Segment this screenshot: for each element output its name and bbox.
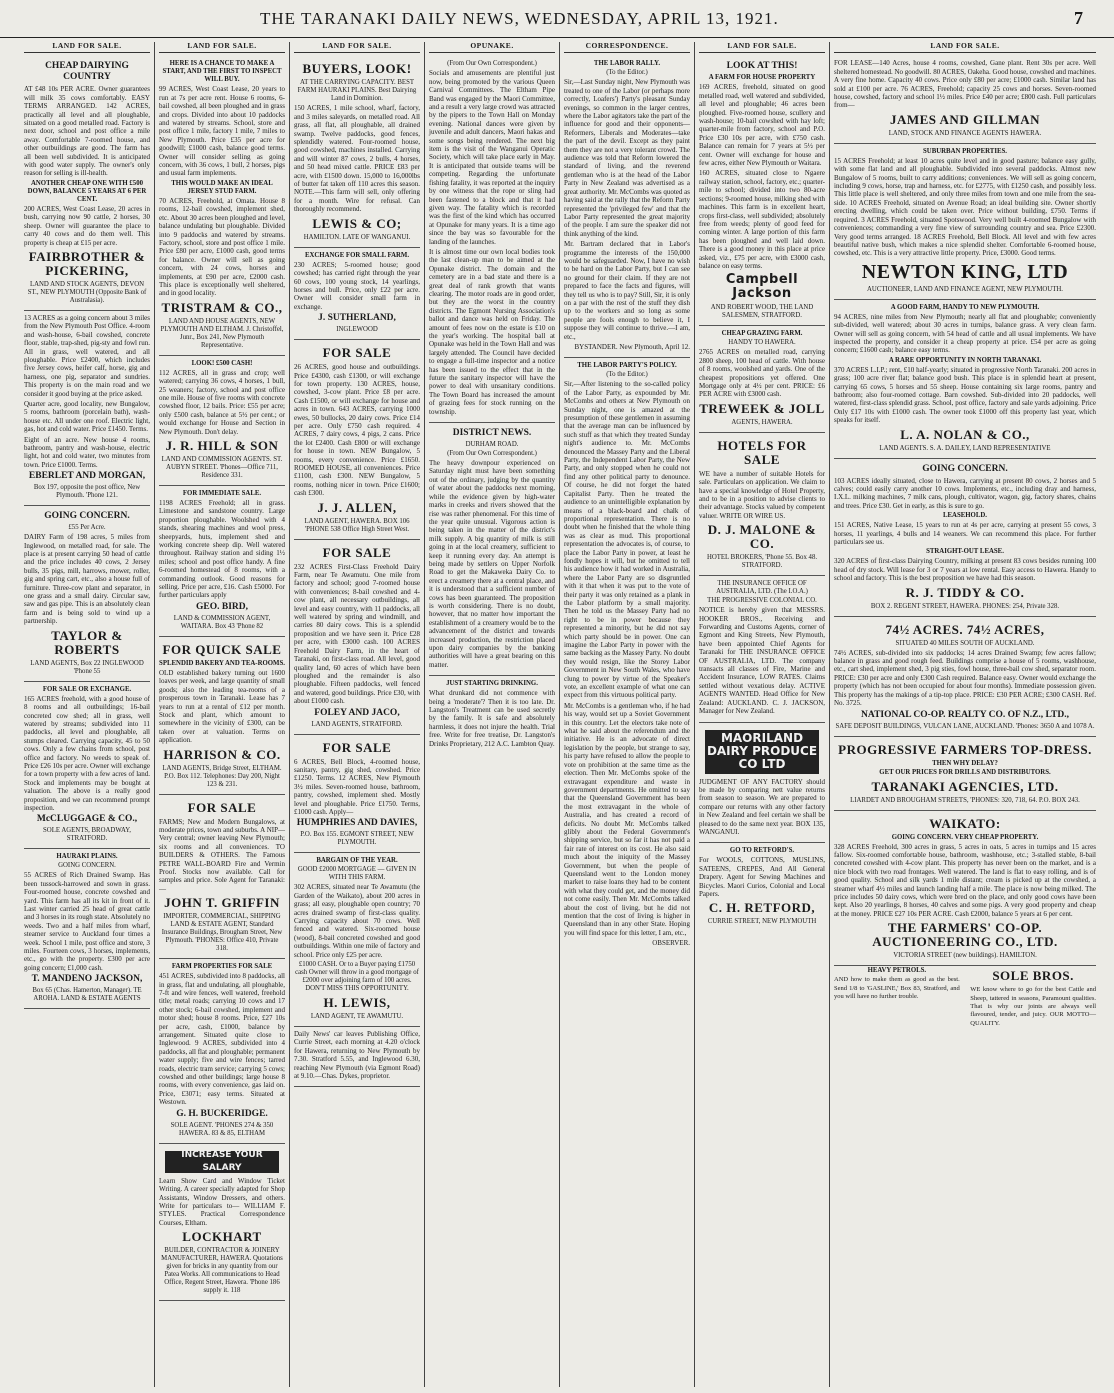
ad-insurance-office (699, 576, 825, 722)
ad-body: Quarter acre, good locality, new Bungalow, 5 rooms, bathroom (porcelain bath), wash-house etc. All under one roof. Electric light, gas, hot and cold water. Price £1450. Terms. (24, 399, 150, 434)
agent-name: GEO. BIRD, (196, 601, 248, 612)
agent-details: LAND AGENTS, Box 22 INGLEWOOD 'Phone 55 (30, 659, 144, 675)
agent-name: HARRISON & CO. (163, 746, 281, 762)
agent-details: LAND, STOCK AND FINANCE AGENTS HAWERA. (888, 129, 1042, 137)
agent-name: LOCKHART (182, 1229, 262, 1245)
ad-body: 151 ACRES, Native Lease, 15 years to run at 4s per acre, carrying at present 55 cows, 3 horses, 11 yearlings, 4 bulls and 14 weaners. We can recommend this place. For further particulars see us. (834, 521, 1096, 547)
ad-title: 74½ ACRES. 74½ ACRES, (885, 621, 1045, 637)
agent-name: THE FARMERS' CO-OP. AUCTIONEERING CO., LTD. (872, 920, 1058, 950)
agent-details: AUCTIONEER, LAND AND FINANCE AGENT, NEW PLYMOUTH. (867, 285, 1063, 293)
ad-body: 165 ACRES freehold, with a good house of 8 rooms and all outbuildings; 16-bail concreted cow shed; all in grass, well watered by streams; subdivided into 11 paddocks, all level and ploughable, all stumps cleared. Carrying capacity, 45 to 50 cows. Only a few chains from school, post office and factory. No weeds to speak of. Price £26 10s per acre. Owner will exchange for a town property with a few acres of land. Stock and implements may be bought at valuation. The above is a really good proposition, and we can recommend prompt inspection. (24, 694, 150, 812)
column-5 (560, 42, 695, 1387)
article-title: DISTRICT NEWS. (452, 428, 532, 439)
column-header: OPUNAKE. (429, 42, 555, 53)
ad-body: WE have a number of suitable Hotels for sale. Particulars on application. We claim to have a special knowledge of Hotel Property, and to be in a position to advise clients to their advantage. Stocks valued by competent valuer. WRITE OR WIRE US. (699, 469, 825, 520)
ad-body: FOR LEASE—140 Acres, house 4 rooms, cowshed, Gane plant. Rent 30s per acre. Well sheltered homestead. No goodwill. 80 ACRES, Oakeha. Good house, cowshed and machines. A very fine home. Capacity 40 cows. Price only £80 per acre; £1000 cash. Similar land has sold at £100 per acre. 76 ACRES, Freehold; capacity 25 cows and horses. Seven-roomed house, cowshed, factory and school 1½ miles. Price £40 per acre; £800 cash. Full particulars from— (834, 59, 1096, 110)
agent-name: SOLE BROS. (992, 968, 1074, 984)
ad-body: 70 ACRES, Freehold, at Omata. House 8 rooms, 12-bail cowshed, implement shed, etc. About 30 acres been ploughed and level, balance undulating but ploughable. Divided into 9 paddocks and watered by streams. Factory, school, store and post office 1 mile. Price £80 per acre, £1000 cash, good terms for balance. Owner will sell as going concern, with 24 cows, horses and implements, at £90 per acre, £2000 cash. This place is exceptionally well sheltered, and in good locality. (159, 196, 285, 298)
ad-body: Eight of an acre. New house 4 rooms, bathroom, pantry and wash-house, electric light, hot and cold water, two minutes from town. Price £1000. Terms. (24, 435, 150, 469)
ad-for-sale-allen (294, 340, 420, 540)
ad-body: 112 ACRES, all in grass and crop; well watered; carrying 36 cows, 4 horses, 1 bull, 25 weaners; factory, school and post office one mile. House of five rooms with concrete cowshed floor, 12 bails. Price: £55 per acre; only £500 cash, balance at 5½ per cent.; or would exchange for House and Section in New Plymouth. Don't delay. (159, 368, 285, 436)
ad-title: CHEAP DAIRYING COUNTRY (45, 61, 129, 83)
ad-body: Daily News' car leaves Publishing Office, Currie Street, each morning at 4.20 o'clock for Hawera, returning to New Plymouth by 7.30. Stratford 5.55, and Inglewood 6.30, reaching New Plymouth (via Egmont Road) at 9.10.—Chas. Dykes, proprietor. (294, 1030, 420, 1081)
ad-waikato (834, 811, 1096, 967)
agent-details: LAND AND HOUSE AGENTS, NEW PLYMOUTH AND ELTHAM. J. Christoffel, Junr., Box 241, New Plymouth Representative. (160, 317, 284, 349)
ad-cheap-grazing (699, 326, 825, 432)
ad-title: ANOTHER CHEAP ONE WITH £500 DOWN, BALANCE 5 YEARS AT 6 PER CENT. (27, 179, 147, 203)
ad-title: WAIKATO: (929, 815, 1001, 831)
ad-title: BUYERS, LOOK! (302, 61, 412, 77)
agent-details: VICTORIA STREET (new buildings). HAMILTON. (893, 952, 1037, 960)
ad-body: 94 ACRES, nine miles from New Plymouth; nearly all flat and ploughable; conveniently sub-divided, well watered; about 30 acres in turnips, balance grass. A very clean farm. Owner will sell as going concern, with 54 head of cattle and all usual implements. We have inspected the property, and consider it a cheap property at price. £54 per acre as going concern; £1600 cash; balance easy terms. (834, 312, 1096, 355)
agent-details: P.O. Box 155. EGMONT STREET, NEW PLYMOUTH. (300, 831, 414, 847)
ad-body: 200 ACRES, West Coast Lease, 20 acres in bush, carrying now 90 cattle, 2 horses, 30 sheep. Owner will guarantee the place to carry 40 cows and do them well. This property is cheap at £15 per acre. (24, 204, 150, 247)
ad-body: AND how to make them as good as the best. Send 1/8 to 'GASLINE,' Box 83, Stratford, and you will have no further trouble. (834, 976, 960, 1000)
ad-look-at-this (699, 56, 825, 326)
agent-details: LAND AGENTS. S. A. DAILEY, LAND REPRESENTATIVE (879, 444, 1051, 452)
ad-cheap-dairying (24, 56, 150, 311)
column-header: LAND FOR SALE. (699, 42, 825, 53)
agent-details: LAND AGENT, HAWERA. BOX 106 'PHONE 538 Office High Street West. (304, 517, 410, 533)
agent-name: JAMES AND GILLMAN (889, 111, 1041, 127)
ad-body: NOTICE is hereby given that MESSRS. HOOKER BROS., Receiving and Forwarding and Customs Agents, corner of Egmont and King Streets, New Plymouth, have been appointed Chief Agents for Taranaki for THE INSURANCE OFFICE OF AUSTRALIA, LTD. The company transacts all classes of Fire, Marine and Accident Insurance, LOW RATES. Claims settled without vexatious delay. ACTIVE AGENTS WANTED. Head Office for New Zealand: AUCKLAND. C. J. JACKSON, Manager for New Zealand. (699, 606, 825, 716)
ad-subtitle: THE PROGRESSIVE COLONIAL CO. (707, 597, 817, 605)
ad-body: 150 ACRES, 1 mile school, wharf, factory, and 3 miles saleyards, on metalled road. All grass, all flat, all ploughable, all drained swamp. Twelve paddocks, good fences, splendidly watered. Four-roomed house, good cowshed, machines installed. Carrying and will winter 87 cows, 2 bulls, 4 horses, and 50 head mixed cattle. PRICE £83 per acre, with £1500 down. 15,000 to 16,000lbs of butter fat taken off 110 acres this season. NOTE.—This farm will sell, only offering for a month. Wire for refusal. Can thoroughly recommend. (294, 104, 420, 214)
ad-bargain-of-year (294, 853, 420, 1027)
ad-for-lease (834, 56, 1096, 143)
agent-name: J. J. ALLEN, (317, 499, 397, 515)
ad-buyers-look (294, 56, 420, 247)
ad-hotels-for-sale (699, 433, 825, 576)
article-byline: (From Our Own Correspondent.) (447, 450, 537, 458)
article-body: It is almost time our own local bodies took the last clean-up man to be aimed at the Opunake district. The domain and the cemetery are in a bad state and there is a great deal of rank growth that wants clearing. The motor roads are in good order, but they are the worst in the country districts. The Egmont Nursing Association's ballot and dance was held on Friday. The amount of fees now on the estate is £10 on the year's working. The hospital ball at Opunake was held in the Town Hall and was largely attended. The Council have decided to engage a full-time inspector and a notice has been issued to the effect that in the future the sanitary inspector will have the power to deal with unsanitary conditions. The Town Board has increased the amount of grazing fees for stock running on the township. (429, 247, 555, 416)
column-1 (20, 42, 155, 1387)
ad-body: 451 ACRES, subdivided into 8 paddocks, all in grass, flat and undulating, all ploughable, 7-ft and wire fences, well watered, freehold title; metal roads; carrying 10 cows and 17 other stock; 6-bail cowshed, implement and motor shed; house 8 rooms. Price, £27 10s per acre, cash, £1000, balance by arrangement. Situated quite close to Inglewood. 9 ACRES, subdivided into 4 paddocks, all flat and ploughable; permanent water supply; five and wire fences; tarred roads, electric tram service; carrying 5 cows; cowshed and other buildings; large house 8 rooms, with every convenience, gas laid on. Price, £3071; easy terms. Situated at Westown. (159, 972, 285, 1107)
ad-title: A GOOD FARM, HANDY TO NEW PLYMOUTH. (890, 303, 1040, 311)
ad-body: OLD established bakery turning out 1600 loaves per week, and large quantity of small goods; also the leading tea-rooms of a prosperous town in Taranaki. Lease has 7 years to run at a rental of £12 per month. Stock and plant, which amount to somewhere in the vicinity of £300, can be taken over at valuation. Terms on application. (159, 668, 285, 745)
ad-body: What drunkard did not commence with being a 'moderate'? Then it is too late. Dr. Langston's Treatment can be used secretly by the family. It is safe and absolutely harmless, it does not injure the health. Trial free. Write for free treatise, Dr. Langston's Drinks Proprietary, 212 A.C. Lambton Quay. (429, 689, 555, 748)
column-6 (695, 42, 830, 1387)
column-header: LAND FOR SALE. (24, 42, 150, 53)
ad-for-sale-exchange (24, 682, 150, 850)
agent-name: FOLEY AND JACO, (314, 707, 400, 718)
ad-title: GO TO RETFORD'S. (729, 847, 795, 855)
column-header: LAND FOR SALE. (159, 42, 285, 53)
ad-body: 232 ACRES First-Class Freehold Dairy Farm, near Te Awamutu. One mile from factory and school; good 7-roomed house with conveniences; 8-bail cowshed and 4-cow plant, all necessary outbuildings, all level and easy country, with 11 paddocks, all well watered by spring and windmill, and carries 80 dairy cows. This is a splendid proposition and we have seen it. Price £28 per acre, with £3000 cash. 100 ACRES Freehold Dairy Farm, in the heart of Taranaki, on first-class road. All level, good quality land, 60 acres of which have been ploughed and the remainder is also ploughable. Fifteen paddocks, well fenced and watered, good buildings. Price £30, with about £1000 cash. (294, 562, 420, 706)
ad-title: THE INSURANCE OFFICE OF AUSTRALIA, LTD. (The I.O.A.) (716, 580, 808, 596)
ad-increase-salary (159, 1144, 285, 1301)
ad-13-acres (24, 311, 150, 506)
ad-subtitle: THEN WHY DELAY? (932, 759, 998, 767)
ad-subtitle: GET OUR PRICES FOR DRILLS AND DISTRIBUTORS. (879, 768, 1051, 776)
letter-signature: BYSTANDER. New Plymouth, April 12. (574, 343, 690, 351)
agent-details: SOLE AGENTS, BROADWAY, STRATFORD. (43, 827, 131, 843)
ad-farm-properties (159, 959, 285, 1144)
letter-signature: OBSERVER. (652, 939, 690, 948)
ad-title: FARM PROPERTIES FOR SALE (171, 963, 273, 971)
ad-subtitle: SPLENDID BAKERY AND TEA-ROOMS. (159, 659, 285, 667)
ad-maoriland-dairy (699, 723, 825, 844)
ad-body: For WOOLS, COTTONS, MUSLINS, SATEENS, CREPES, And All General Drapery. Agent for Sewing Machines and Bicycles. Maori Curios, Colonial and Local Papers. (699, 856, 825, 898)
agent-name: G. H. BUCKERIDGE. (176, 1108, 268, 1119)
ad-title: FOR IMMEDIATE SALE. (182, 490, 262, 497)
agent-name: FAIRBROTHER & PICKERING, (28, 248, 146, 278)
letter-body: Sir,—Last Sunday night, New Plymouth was treated to one of the Labor (or perhaps more correctly, Loafers') Party's pleasant Sunday evenings, so common in the larger centres, where the Labor agitators take the part of the influence for good and their opponents—Reformers, Liberals and Moderates—take the part of the devil. Except as they paint them they are not a very tolerant crowd. The audience was told that Reform lowered the standard of living, and the reverend gentleman who is at the head of the Labor Party in New Zealand was advertised as a great authority. Mr. McCombs was quoted as having said at the rally that the Reform Party represented the 'privileged few' and that the Labor Party represented the great majority of the people. I am sure the speaker did not think anything of the kind. (564, 78, 690, 238)
ad-good-farm (834, 300, 1096, 459)
agent-name: R. J. TIDDY & CO. (905, 584, 1025, 600)
agent-details: LIARDET AND BROUGHAM STREETS, 'PHONES: 320, 718, 64. P.O. BOX 243. (850, 796, 1080, 804)
ad-sole-bros (970, 966, 1096, 1028)
article-opunake (429, 56, 555, 423)
agent-name: TRISTRAM & CO., (161, 299, 283, 315)
letter-salutation: (To the Editor.) (606, 69, 648, 77)
ad-body: AT £48 10s PER ACRE. Owner guarantees will milk 35 cows comfortably. EASY TERMS ARRANGED. 142 ACRES, practically all level and all ploughable, situated on a good metalled road. Factory is next door, school and post office a mile away. Comfortable 7-roomed house, and other outbuildings are good. The farm has all been well subdivided. It is anticipated with good water supply. The owner's only reason for selling is ill-health. (24, 85, 150, 178)
ad-title: HERE IS A CHANCE TO MAKE A START, AND THE FIRST TO INSPECT WILL BUY. (162, 60, 282, 84)
ad-going-concern-tiddy (834, 459, 1096, 617)
ad-title: FOR SALE (322, 739, 392, 755)
agent-details: LAND AGENTS, STRATFORD. (311, 720, 403, 728)
letter-title: THE LABOR PARTY'S POLICY. (577, 362, 677, 370)
ad-body: WE know where to go for the best Cattle and Sheep, tattered in seasons, Paramount qualities. That is why our joints are always well flavoured, tender, and juicy. OUR MOTTO—QUALITY. (970, 986, 1096, 1027)
agent-name: D. J. MALONE & CO. (707, 522, 817, 552)
agent-details: LAND AGENTS, Bridge Street, ELTHAM. P.O. Box 112. Telephones: Day 200, Night 123 & 231. (162, 764, 282, 788)
ad-title: FOR SALE (322, 544, 392, 560)
article-body: Socials and amusements are plentiful just now, being promoted by the various Queen Carnival Committees. The Eltham Pipe Band was engaged by the Maori Committee, and a result a very large crowd was attracted by the pipers to the Town Hall on Monday evening. National dances were given by juvenile and adult dancers, Maori hakas and some songs being rendered. The next big item is the visit of the Wanganui Operatic Society, which will take place early in May. It is anticipated that outside teams will be competing. Regarding the unfortunate fishing fatality, it was reported at the inquiry by one witness that the rope or sling had been fastened to a block and that it had given way. The fatality which is recorded was the first of the kind which has occurred at Opunake for many years. It is a time ago since the bay was so favourable for the landing of the launches. (429, 69, 555, 246)
ad-hauraki-plains (24, 849, 150, 1009)
ad-subtitle: A FARM FOR HOUSE PROPERTY (708, 74, 816, 82)
ad-body: 320 ACRES of first-class Dairying Country, milking at present 83 cows besides running 100 head of dry stock. Will lease for 3 or 7 years at low rental. Easy access to Hawera. Handy to school and factory. This is the best proposition we have had this season. (834, 557, 1096, 583)
agent-name: TREWEEK & JOLL (699, 400, 825, 416)
ad-for-sale-humphries (294, 735, 420, 854)
agent-details: LAND AGENT, TE AWAMUTU. (310, 1013, 404, 1021)
agent-name: McCLUGGAGE & CO., (36, 814, 138, 825)
agent-name: HUMPHRIES AND DAVIES, (296, 818, 418, 829)
agent-details: BOX 2. REGENT STREET, HAWERA. PHONES: 254, Private 328. (870, 602, 1060, 610)
ad-body: 160 ACRES, situated close to Ngaere railway station, school, factory, etc.; quarter-mile to school; divided into two 80-acre sections; 9-roomed house, milking shed with machines. This farm is in excellent heart, crops first-class, well subdivided; absolutely free from weeds; plenty of good feed for coming winter. A large portion of this farm has been ploughed and well laid down. There is a good money in this place at price asked, viz., £75 per acre, with £3000 cash, balance on easy terms. (699, 169, 825, 270)
ad-title: JUST STARTING DRINKING. (446, 680, 538, 688)
ad-chance-to-start (159, 56, 285, 355)
ad-title: GOING CONCERN. (44, 511, 130, 522)
agent-name: J. SUTHERLAND, (318, 313, 396, 324)
agent-details: SOLE AGENT. 'PHONES 274 & 350 HAWERA. 83 & 85, ELTHAM (170, 1121, 274, 1137)
letter-title: THE LABOR RALLY. (593, 60, 661, 68)
ad-title: HAURAKI PLAINS. (56, 853, 118, 861)
ad-subtitle: LEASEHOLD. (942, 512, 987, 520)
ad-body: 169 ACRES, freehold, situated on good metalled road, well watered and subdivided, all level and ploughable; 46 acres been ploughed. Five-roomed house, scullery and wash-house; 10-bail cowshed with hay loft; quarter-mile from factory, school and P.O. Price £30 10s per acre, with £750 cash. Balance can remain for 7 years at 5½ per cent. Owner will exchange for house and few acres, either New Plymouth or Waitara. (699, 83, 825, 168)
ad-body: 230 ACRES; 5-roomed house; good cowshed; has carried right through the year 60 cows, 100 young stock, 14 yearlings, horses and bull. Price, only £22 per acre. Owner will consider small farm in exchange. (294, 260, 420, 311)
ad-suburban-properties (834, 144, 1096, 300)
agent-details: AGENTS, HAWERA. (731, 418, 793, 426)
ad-body: 370 ACRES L.I.P.; rent, £10 half-yearly; situated in progressive North Taranaki. 200 acres in grass; 100 acre river flat; balance good bush. This place is in splendid heart at present, carrying 65 cows, 5 horses and 55 sheep. House containing six large rooms, pantry and bathroom; also four-roomed cottage. Barn cowshed. Sub-divided into 20 paddocks, well watered, first-class splendid grass. School, post office, factory and sale yards adjoining. Price Only £17 10s with £1000 cash. The owner took £1000 off this property last year, which speaks for itself. (834, 365, 1096, 425)
agent-name: TAYLOR & ROBERTS (51, 627, 123, 657)
agent-details: CURRIE STREET, NEW PLYMOUTH (707, 918, 817, 926)
agent-details: Box 197, opposite the post office, New Plymouth. 'Phone 121. (33, 484, 141, 500)
ad-body: 55 ACRES of Rich Drained Swamp. Has been tussock-harrowed and sown in grass. Four-roomed house, concrete cowshed and yard. This farm has all its kit in front of it. Last winter carried 25 head of great cattle and 3 horses in its rough state. Absolutely no weeds. Two and a half miles from wharf, steamer service to Auckland four times a week. School 1 mile, post office and store, 3 miles. Fourteen cows, 3 horses, implements, etc., go with the property. £300 per acre going concern; £1,000 cash. (24, 871, 150, 972)
ad-top-dress (834, 737, 1096, 811)
agent-name: TARANAKI AGENCIES, LTD. (871, 778, 1059, 794)
ad-starting-drinking (429, 676, 555, 754)
agent-details: LAND AND COMMISSION AGENTS. ST. AUBYN STREET. 'Phones—Office 711, Residence 331. (161, 456, 283, 479)
ad-subtitle: GOING CONCERN. (58, 862, 116, 870)
salary-banner: INCREASE YOUR SALARY (165, 1151, 279, 1173)
ad-body: JUDGMENT OF ANY FACTORY should be made by comparing nett value returns from season to season. We are prepared to compare our returns with any other factory in New Zealand and feel certain we shall be pleased to do the same next year. BOX 135, WANGANUI. (699, 777, 825, 836)
column-header: CORRESPONDENCE. (564, 42, 690, 53)
agent-details: HAMILTON. LATE OF WANGANUI. (303, 233, 411, 241)
agent-details: BUILDER, CONTRACTOR & JOINERY MANUFACTURER, HAWERA. Quotations given for bricks in any quantity from our Patea Works. All communications to Head Office, Regent Street, Hawera. 'Phone 186 supply it. 118 (161, 1247, 283, 1295)
agent-name: JOHN T. GRIFFIN (164, 895, 280, 911)
agent-details: SAFE DEPOSIT BUILDINGS, VULCAN LANE, AUCKLAND. 'Phones: 3650 A and 1078 A. (835, 722, 1095, 730)
letter-body: Mr. Bartram declared that in Labor's programme the interests of the 150,000 would be safeguarded. Now, I have no wish to be hard on the Labor Party, but I can see no ground for their claim. If they are not prepared to face the facts and figures, will they tell us who is to pay? Still, Sir, it is only on a par with the rest of the stuff they dish up to the workers and so long as some people are fools enough to believe it, I suppose they will continue to thrive.—I am, etc., (564, 240, 690, 341)
column-4 (425, 42, 560, 1387)
agent-details: HOTEL BROKERS, 'Phone 55. Box 48. STRATFORD. (706, 554, 818, 570)
masthead (0, 0, 1114, 38)
ad-title: EXCHANGE FOR SMALL FARM. (304, 251, 410, 259)
ad-body: 302 ACRES, situated near Te Awamutu (the Garden of the Waikato), about 200 acres in grass; all easy, ploughable open country; 70 acres drained swamp of first-class quality. Carrying capacity about 70 cows. Well fenced and watered. Six-roomed house (wood), 8-bail concreted cowshed and good outbuildings. Within one mile of factory and school. Price only £25 per acre. (294, 883, 420, 959)
agent-details: Box 65 (Chas. Hamerton, Manager). TE AROHA. LAND & ESTATE AGENTS (32, 987, 142, 1003)
ad-title: LOOK! £500 CASH! (191, 359, 253, 367)
column-header: LAND FOR SALE. (294, 42, 420, 53)
ad-title: SUBURBAN PROPERTIES. (923, 147, 1007, 155)
column-2 (155, 42, 290, 1387)
ad-title: FOR SALE (187, 799, 257, 815)
ad-body: 6 ACRES, Bell Block, 4-roomed house, sanitary, pantry, gig shed, cowshed. Price £1250. Terms. 12 ACRES, New Plymouth 3½ miles. Seven-roomed house, bathroom, pantry, cowshed, implement shed. Mostly level and ploughable. Price £1750. Terms, £1000 cash. Apply— (294, 757, 420, 816)
ad-74-acres (834, 617, 1096, 737)
ad-subtitle: HANDY TO HAWERA. (728, 339, 796, 347)
agent-name: C. H. RETFORD, (708, 900, 816, 916)
ad-title: CHEAP GRAZING FARM. (721, 330, 803, 338)
page-number: 7 (1074, 8, 1084, 28)
column-7 (830, 42, 1100, 1387)
ad-body: 13 ACRES as a going concern about 3 miles from the New Plymouth Post Office. 4-room and wash-house, 6-bail cowshed, concrete floor, stable, trap-shed, pig-sty and fowl run. All in grass, well watered, and all ploughable. Price £2400, which includes five Jersey cows, heifer calf, horse, gig and harness, one pig, separator and sundries. This property is on the main road and we consider it good buying at the price asked. (24, 313, 150, 398)
ad-title: HEAVY PETROLS. (867, 967, 927, 975)
letter-labor-rally (564, 56, 690, 358)
ad-body: DAIRY Farm of 198 acres, 5 miles from Inglewood, on metalled road, for sale. The place is at present carrying 50 head of cattle and the price includes 40 cows, 2 Jersey bulls, 35 pigs, mill, harrows, mower, roller, gig and spring cart, etc., also a house full of furniture. Three-cow plant and separator, in one grass and a small dairy. Circular saw, saw and gas pipe. This is an absolutely clean farm and is being sold to wind up a partnership. (24, 533, 150, 626)
maoriland-dairy-logo: MAORILAND DAIRY PRODUCE CO LTD (705, 730, 819, 774)
ad-look-500-cash (159, 356, 285, 486)
ad-title: HOTELS FOR SALE (717, 437, 807, 467)
ad-immediate-sale (159, 486, 285, 637)
ad-body: 99 ACRES, West Coast Lease, 20 years to run at 7s per acre rent. House 6 rooms, 6-bail cowshed, all been ploughed and in grass and crops. Divided into about 10 paddocks and watered by streams. School, store and post office 1 mile, factory 1 mile, 7 miles to New Plymouth. Price £35 per acre for goodwill; £1000 cash, balance good terms. Owner will consider selling as going concern, with 36 cows, 1 bull, 2 horses, pigs and usual farm implements. (159, 85, 285, 178)
letter-salutation: (To the Editor.) (606, 371, 648, 379)
ad-body: 1198 ACRES Freehold; all in grass. Limestone and sandstone country. Large proportion ploughable. Woolshed with 4 stands, shearing machines and wool press, sheepyards, huts, implement shed and working concrete sheep dip. Well watered throughout. Railway station and siding 1½ miles; school and post office handy. A fine 6-roomed homestead of 8 rooms, with a commanding outlook. Good reasons for selling. Price per acre, £16. Cash £5000. For further particulars apply (159, 499, 285, 600)
letter-labor-policy (564, 358, 690, 953)
agent-name: LEWIS & CO; (312, 215, 402, 231)
ad-subtitle: £55 Per Acre. (68, 524, 106, 532)
ad-exchange-small-farm (294, 248, 420, 340)
agent-name: L. A. NOLAN & CO., (900, 426, 1030, 442)
agent-name: T. MANDENO JACKSON, (31, 974, 143, 985)
ad-for-sale-foley (294, 540, 420, 735)
ad-body: 103 ACRES ideally situated, close to Hawera, carrying at present 80 cows, 2 horses and 5 calves; could easily carry another 10 cows. Implements, etc., including dray and harness, I.X.L. milking machines, 7 milk cans, plough, cultivator, wagon, gig, factory shares, chains and trees. Price £30. Get in early, as this is sure to go. (834, 476, 1096, 510)
ad-body: £1000 CASH. Or to a Buyer paying £1750 cash Owner will throw in a good mortgage of £2000 over adjoining farm of 100 acres. DON'T MISS THIS OPPORTUNITY. (295, 961, 419, 993)
ad-title: BARGAIN OF THE YEAR. (316, 857, 398, 865)
ad-title: PROGRESSIVE FARMERS TOP-DRESS. (838, 741, 1092, 757)
ad-subtitle: SITUATED 40 MILES SOUTH OF AUCKLAND. (895, 639, 1035, 647)
ad-title: FOR SALE OR EXCHANGE. (42, 685, 132, 693)
ad-body: 74½ ACRES, sub-divided into six paddocks; 14 acres Drained Swamp; few acres fallow; balance in grass and good rough feed. Buildings comprise a house of 5 rooms, washhouse, etc., cart shed, implement shed, 3 pig sties, fowl house, three-bail cow shed, separator room. PRICE: £30 per acre and only £300 Cash required. Balance easy. Owner would exchange the property (which has not been occupied for about four months). Immediate possession given. This property has the makings of a tip-top place. PRICE: £30 PER ACRE; £300 CASH. Ref. No. 3725. (834, 648, 1096, 708)
ad-title: GOING CONCERN. (922, 463, 1008, 474)
page-columns (20, 42, 1100, 1387)
ad-subtitle: GOING CONCERN. VERY CHEAP PROPERTY. (891, 833, 1039, 841)
agent-name: H. LEWIS, (323, 995, 391, 1011)
article-byline: (From Our Own Correspondent.) (447, 60, 537, 68)
ad-body: 15 ACRES Freehold; at least 10 acres quite level and in good pasture; balance easy gully, with some flat land and all ploughable. Subdivided into several paddocks. Almost new Bungalow of 5 rooms, built to carry additions; conveniences. We will sell as going concern, including 9 cows, horse, trap and harness, etc. for £2775, with £1250 cash, and possibly less. This little place is well sheltered, and only three miles from town and one mile from the sea-side. 10 ACRES Freehold, situated on Avenue Road; an ideal building site. Owner shortly erecting dwelling, which could be taken over. Price without building, £750. Terms if required. 3 ACRES Freehold, situated Spotswood. Very well built 4-roomed Bungalow with conveniences; commanding a very fine view of surrounding country and sea. Price £2300. Very good terms arranged. 18 ACRES Freehold, Bell Block. All level and with few acres beautiful native bush, which makes a nice splendid shelter. Comfortable 6-roomed house, cowshed, etc. This is a very attractive little property. Price, £3000. Good terms. (834, 156, 1096, 258)
article-district-news (429, 423, 555, 676)
masthead-title: THE TARANAKI DAILY NEWS, WEDNESDAY, APRIL 13, 1921. (260, 8, 779, 28)
ad-title: FOR QUICK SALE (162, 641, 282, 657)
agent-name: EBERLET AND MORGAN, (28, 471, 146, 482)
ad-body: FARMS; New and Modern Bungalows, at moderate prices, town and suburbs. A NIP—Very central; owner leaving New Plymouth; six rooms and all conveniences. TO BUILDERS & OTHERS. The Famous PETRE WALL-BOARD Fire and Vermin Proof. Stocks now available. Call for samples and price. Sole Agent for Taranaki:— (159, 817, 285, 893)
ad-retfords (699, 843, 825, 931)
column-3 (290, 42, 425, 1387)
ad-body: 26 ACRES, good house and outbuildings. Price £4300, cash £1300, or will exchange for town property. 130 ACRES, house, cowshed, 3-cow plant. Price £8 per acre. Cash £1500, or will exchange for house and acres in town. 643 ACRES, carrying 1000 ewes, 50 bullocks, 20 dairy cows. Price £14 per acre. Only £750 cash required. 4 ACRES, 7 dairy cows, 4 pigs, 2 cans. Price the lot £2400. Cash £800 or will exchange for house in town. NEW Bungalow, 5 rooms, every convenience. Price £1650. ROOMED HOUSE, all conveniences. Price £1100, cash £300. NEW Bungalow, 5 rooms, nothing nicer in town. Price £1600; cash £300. (294, 363, 420, 498)
article-subtitle: DURHAM ROAD. (465, 441, 519, 449)
ad-for-sale-farms (159, 795, 285, 960)
ad-body: Learn Show Card and Window Ticket Writing. A career specially adapted for Shop Assistants, Window Dressers, and others. Write for particulars to— WILLIAM F. STYLES. Practical Correspondence Courses, Eltham. (159, 1176, 285, 1227)
agent-details: LAND AND STOCK AGENTS, DEVON ST., NEW PLYMOUTH (Opposite Bank of Australasia). (27, 280, 147, 304)
ad-body: 2765 ACRES on metalled road, carrying 2800 sheep, 100 head of cattle. With house of 8 rooms, woolshed and yards. One of the cheapest propositions yet offered. One Mortgage only at 4½ per cent. PRICE: £6 PER ACRE with £3000 cash. (699, 348, 825, 399)
agent-details: LAND & COMMISSION AGENT, WAITARA. Box 43 'Phone 82 (173, 614, 271, 630)
article-body: The heavy downpour experienced on Saturday night must have been something out of the ordinary, judging by the quantity of water about the paddocks next morning, while the evidence given by high-water marks in creeks and rivers showed that the rise was rather phenomenal. For this time of the year quite unusual. Vigorous action is being taken in the matter of the district's milk supply. A big quantity of milk is still going in at the local creamery, sufficient to keep it running every day. An attempt is being made by settlers on Upper Norfolk Road to get the Makaweka Dairy Co. to erect a creamery there at a central place, and it is understood that a sufficient number of cows has been guaranteed. The proposition is worth considering. There is no doubt, however, that no matter how important the establishment of a creamery would be to the advancement of the district and towards increased production, the restriction placed upon dairy companies by the banking authorities will have a great bearing on this matter. (429, 459, 555, 669)
ad-title: FOR SALE (322, 345, 392, 361)
ad-going-concern (24, 506, 150, 681)
agent-details: INGLEWOOD (336, 326, 378, 334)
ad-subtitle: GOOD £2000 MORTGAGE — GIVEN IN WITH THIS FARM. (297, 866, 417, 882)
agent-name: NEWTON KING, LTD (861, 260, 1069, 283)
letter-body: Sir,—After listening to the so-called policy of the Labor Party, as expounded by Mr. McCombs and others at New Plymouth on Sunday night, one is amazed at the presumption of these gentlemen in assuming that the average man can be influenced by such stuff as that which they treated Sunday night's audience to. Mr. McCombs denounced the Massey Party and the Liberal Party, the Independent Labor Party, the New Party, and only stopped when he could not find any other political party to denounce. Of course, he did not forget the hated Capitalist Party. Then he treated the audience to an unintelligible explanation by means of a black-board and chalk of proportional representation. There is no doubt when he finished that the whole thing was as clear as mud. This proportional representation the advocates is, of course, to place the Labor Party in power, at least he fondly hopes it will, but he omitted to tell his audience how it had worked in Australia, where the Labor Party are so disgruntled with it that when it was put to the vote of their party it was only retained as a plank in the Labor platform by a small majority. Then he told us the Massey Party had no right to be in power because they represented a minority, but he did not say which party should be in power. One can imagine the Labor Party in power with the same backing as the Massey Party. No doubt they would resign, like the Storey Labor Government in New South Wales, who have clung to power by virtue of the Speaker's vote, an excellent example of what one can expect from this virtuous political party. (564, 380, 690, 700)
agent-name: Campbell Jackson (725, 272, 799, 302)
bottom-small-ads (834, 966, 1096, 1028)
letter-body: Mr. McCombs is a gentleman who, if he had his way, would set up a Soviet Government in this country. Let the electors take note of what he said about the referendum and the initiative. He is an advocate of direct legislation by the people, but strange to say, his party have refused to allow the people to vote on prohibition at the same time as the election. Then Mr. McCombs spoke of the extravagant expenditure and waste in government departments. He omitted to say that the Queensland Government has been the most extravagant in the whole of Australia, and has created a record of deficits. No doubt Mr. McCombs talked glibly about the Federal Government's shipping service, but so far it has not paid a fair rate of interest on its cost. He also said much about the iniquity of the Massey Government, but when the people of Queensland went to the London money market to raise loans they had to be content with what they could get, and the money did not come easily. Then Mr. McCombs talked about the cost of living, but he did not mention that the cost of living is higher in Queensland than in any other State. Hoping you will find space for this letter, I am, etc., (564, 701, 690, 937)
column-header: LAND FOR SALE. (834, 42, 1096, 53)
agent-details: AND ROBERT WOOD, THE LAND SALESMEN, STRATFORD. (710, 304, 814, 320)
ad-heavy-petrols (834, 966, 960, 1028)
agent-name: NATIONAL CO-OP. REALTY CO. OF N.Z., LTD., (861, 709, 1069, 720)
agent-name: J. R. HILL & SON (165, 438, 279, 453)
ad-daily-news-car (294, 1027, 420, 1087)
ad-subtitle: STRAIGHT-OUT LEASE. (926, 548, 1004, 556)
agent-details: IMPORTER, COMMERCIAL, SHIPPING LAND & ESTATE AGENT, Standard Insurance Buildings, Brougham Street, New Plymouth. 'PHONES: Office 410, Private 318. (161, 913, 283, 953)
ad-quick-sale-bakery (159, 637, 285, 795)
ad-title: A RARE OPPORTUNITY IN NORTH TARANAKI. (888, 356, 1042, 364)
ad-title: LOOK AT THIS! (726, 61, 798, 72)
ad-subtitle: AT THE CARRYING CAPACITY. BEST FARM HAURAKI PLAINS. Best Dairying Land in Dominion. (297, 79, 417, 103)
ad-body: 328 ACRES Freehold, 300 acres in grass, 5 acres in oats, 5 acres in turnips and 15 acres fallow. Six-roomed comfortable house, bathroom, washhouse, etc.; 3-stalled stable, 8-bail concreted cowshed with 4-cow plant. This property has never been on the market, and is a nice block with two road frontages. Well watered. The land is flat to easy rolling, and is of good quality. School and silk yards 1 mile distant; cream is picked up at the cowshed, a steamer wharf 4½ miles and launch landing half a mile. The place is now being milked. The price includes 50 dairy cows, which were bred on the place, and only good cows have been kept. Also 20 yearlings, 8 horses, 40 calves and some pigs. A very good property and cheap at the money. PRICE £27 10s PER ACRE. Cash £2000, balance 5 years at 6 per cent. (834, 842, 1096, 918)
ad-title: THIS WOULD MAKE AN IDEAL JERSEY STUD FARM. (171, 179, 273, 195)
